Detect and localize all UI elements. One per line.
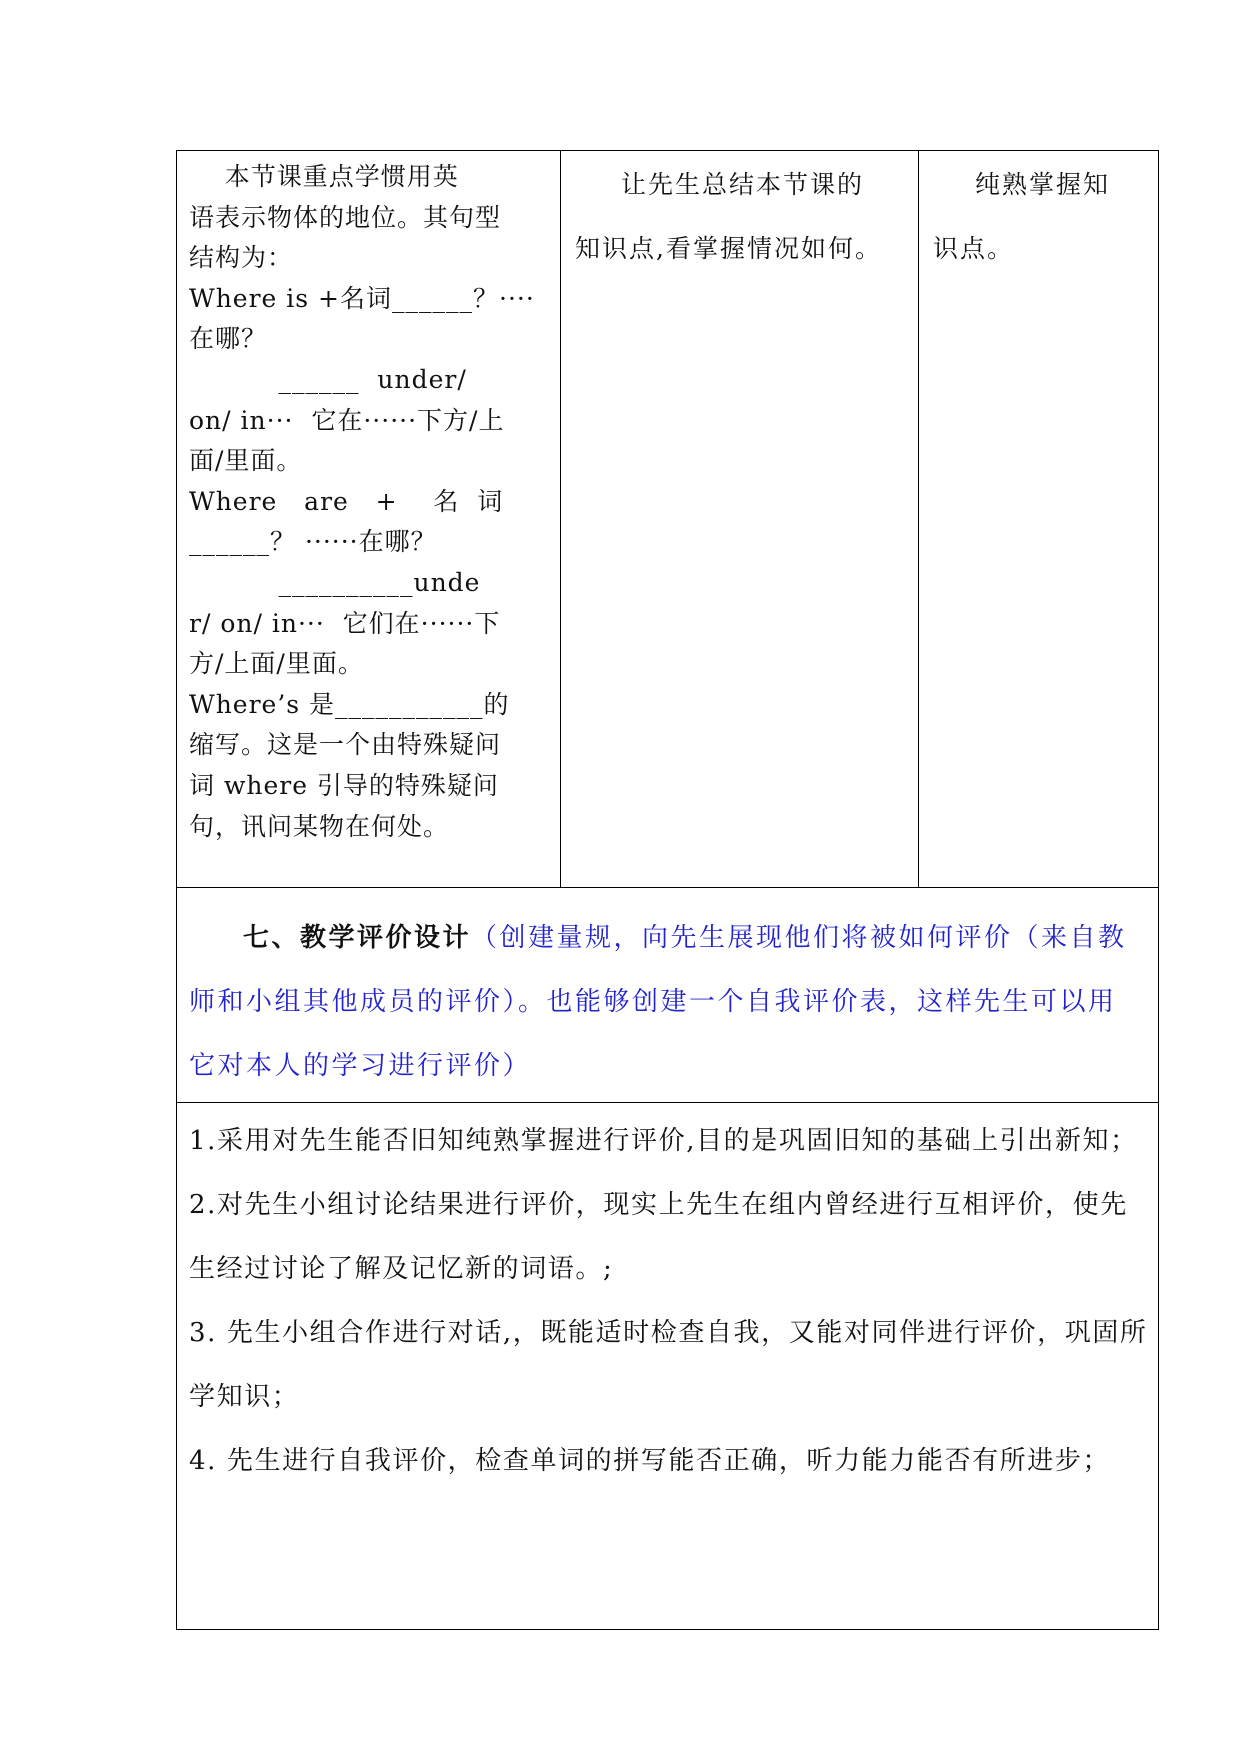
pattern-line: r/ on/ in··· 它们在······下	[189, 608, 501, 638]
pattern-line: __________unde	[189, 567, 481, 597]
pattern-line: Where are + 名 词	[189, 486, 504, 516]
lesson-plan-table	[176, 150, 1159, 1630]
pattern-line: on/ in··· 它在······下方/上	[189, 405, 505, 435]
pattern-line: Where’s 是___________的	[189, 689, 510, 719]
pattern-line: 方/上面/里面。	[189, 649, 364, 679]
goal-cell	[919, 151, 1159, 888]
teacher-activity-cell	[561, 151, 919, 888]
sentence-pattern-cell	[177, 151, 561, 888]
goal-line: 纯熟掌握知	[975, 170, 1111, 199]
evaluation-item: 4. 先生进行自我评价，检查单词的拼写能否正确，听力能力能否有所进步；	[189, 1446, 1111, 1476]
evaluation-item: 2.对先生小组讨论结果进行评价，现实上先生在组内曾经进行互相评价，使先生经过讨论了解及记忆新的词语。;	[189, 1190, 1128, 1284]
teacher-activity-line: 知识点,看掌握情况如何。	[575, 234, 882, 263]
section-heading-row	[177, 888, 1159, 1103]
evaluation-list-cell	[177, 1103, 1159, 1630]
pattern-line: 词 where 引导的特殊疑问	[189, 770, 499, 800]
evaluation-item: 1.采用对先生能否旧知纯熟掌握进行评价,目的是巩固旧知的基础上引出新知；	[189, 1126, 1138, 1156]
evaluation-row	[177, 1103, 1159, 1630]
pattern-line: 结构为：	[189, 243, 294, 273]
pattern-line: Where is +名词______？····	[189, 283, 535, 313]
evaluation-item: 3. 先生小组合作进行对话,，既能适时检查自我，又能对同伴进行评价，巩固所学知识；	[189, 1318, 1148, 1412]
pattern-line: ______？ ······在哪？	[189, 527, 437, 557]
section-note: （创建量规，向先生展现他们将被如何评价（来自教师和小组其他成员的评价）。也能够创建一个自我评价表，这样先生可以用它对本人的学习进行评价）	[189, 923, 1127, 1081]
summary-row	[177, 151, 1159, 888]
pattern-line: 缩写。这是一个由特殊疑问	[189, 730, 502, 760]
evaluation-design-heading-cell	[177, 888, 1159, 1103]
goal-line: 识点。	[933, 234, 1015, 263]
pattern-line: 句，讯问某物在何处。	[189, 811, 450, 841]
pattern-line: 面/里面。	[189, 446, 303, 476]
pattern-line: 语表示物体的地位。其句型	[189, 202, 502, 232]
pattern-line: 本节课重点学惯用英	[189, 162, 459, 191]
pattern-line: ______ under/	[189, 364, 467, 394]
section-title: 七、教学评价设计	[243, 923, 472, 953]
pattern-line: 在哪？	[189, 324, 268, 354]
teacher-activity-line: 让先生总结本节课的	[621, 170, 865, 199]
